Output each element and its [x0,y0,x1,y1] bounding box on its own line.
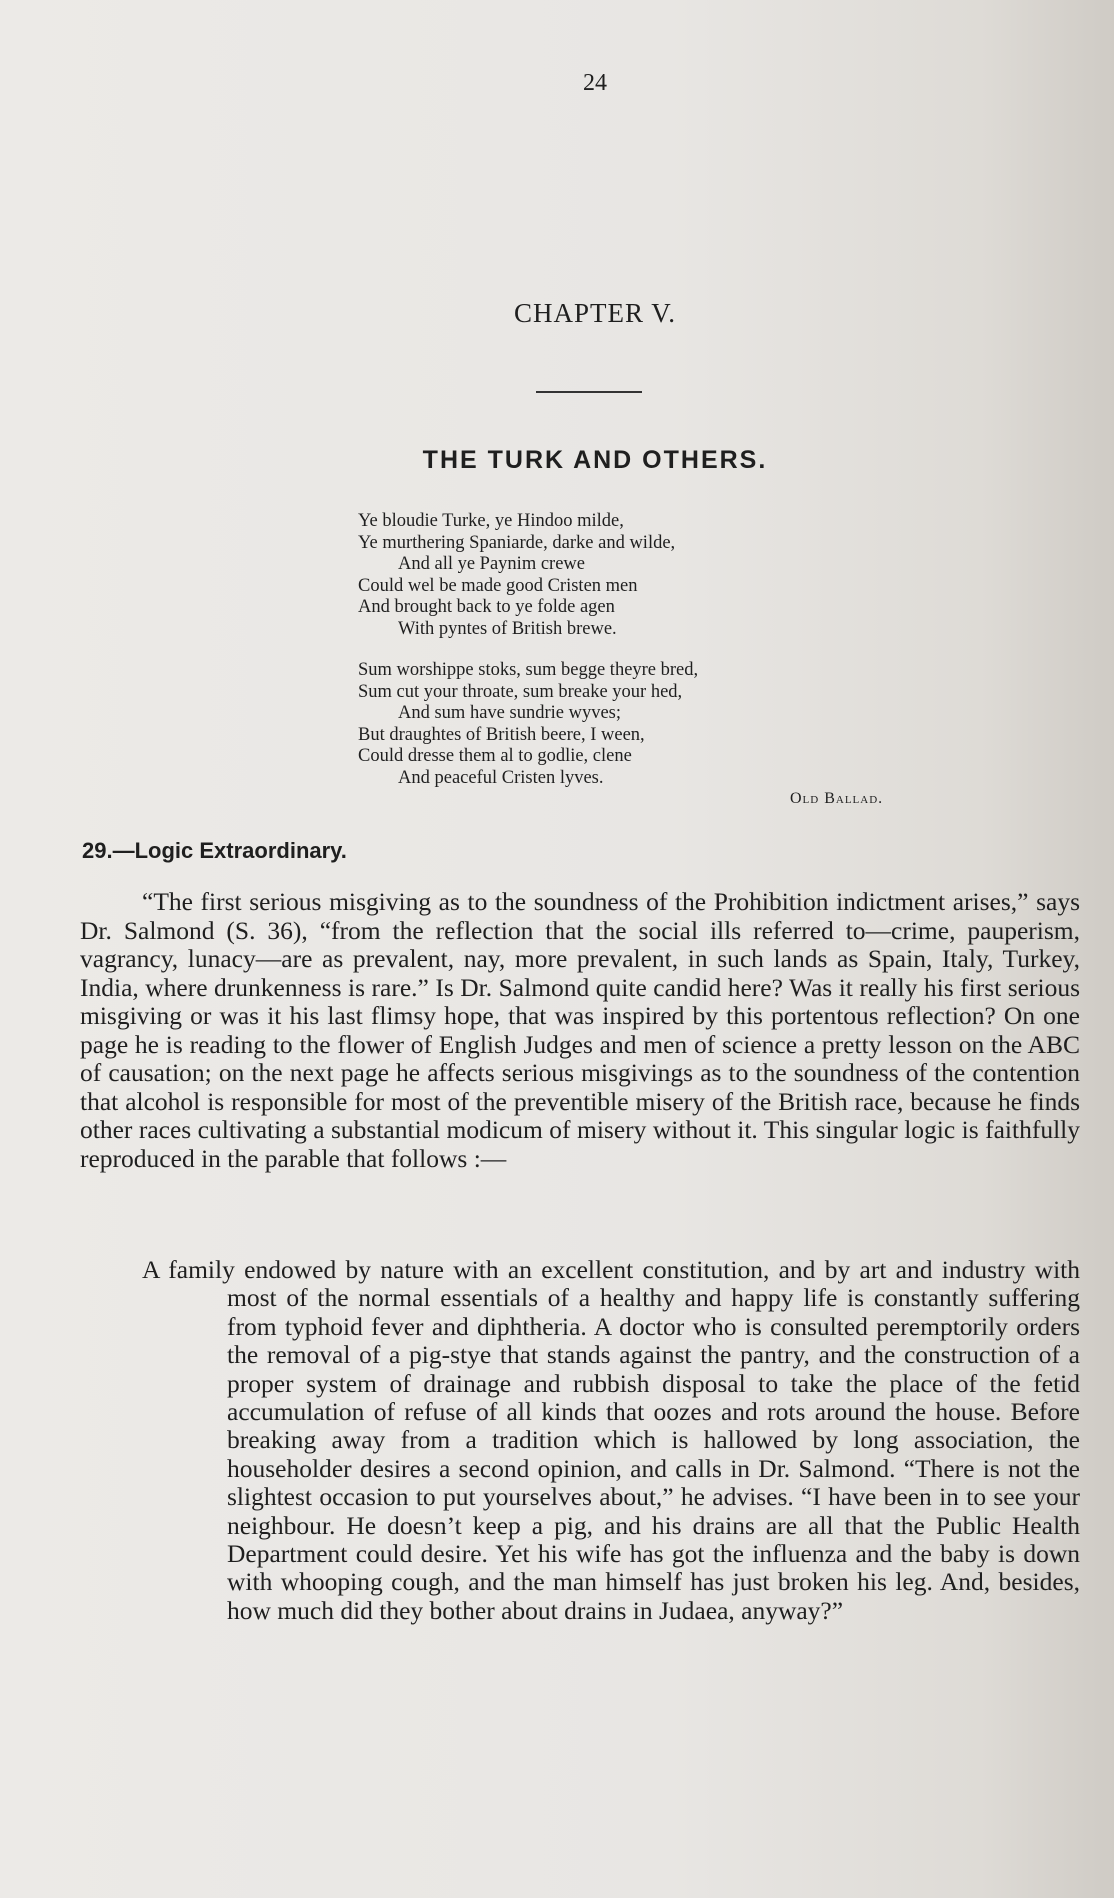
stanza-gap [358,640,918,660]
poem-attribution: Old Ballad. [790,790,884,807]
poem-line: Could dresse them al to godlie, clene [358,746,632,766]
poem-line: Sum worshippe stoks, sum begge theyre bred, [358,660,699,680]
poem-line: Sum cut your throate, sum breake your hed, [358,681,683,702]
divider [536,391,642,393]
body-text [80,888,1080,1173]
paragraph: “The first serious misgiving as to the soundness of the Prohibition indictment arises,” says Dr. Salmond (S. 36), “from the reflection that the social ills referred to—crime, pauperism, vagrancy, lunacy—are as prevalent, nay, more prevalent, in such lands as Spain, Italy, Turkey, India, where drunkenness is rare.” Is Dr. Salmond quite candid here? Was it really his first serious misgiving or was it his last flimsy hope, that was inspired by this portentous reflection? On one page he is reading to the flower of English Judges and men of science a pretty lesson on the ABC of causation; on the next page he affects serious misgivings as to the soundness of the contention that alcohol is responsible for most of the preventible misery of the British race, because he finds other races cultivating a substantial modicum of misery without it. This singular logic is faithfully reproduced in the parable that follows :— [80,887,1080,1173]
poem-line: Could wel be made good Cristen men [358,575,638,596]
poem-line: And sum have sundrie wyves; [398,703,621,723]
poem-line: And brought back to ye folde agen [358,597,615,617]
poem-line: With pyntes of British brewe. [398,618,617,639]
section-heading: 29.—Logic Extraordinary. [82,838,347,863]
poem-line: But draughtes of British beere, I ween, [358,724,645,745]
chapter-heading: CHAPTER V. [513,298,677,328]
poem-line: Ye bloudie Turke, ye Hindoo milde, [358,511,624,531]
poem-line: And all ye Paynim crewe [398,554,585,574]
poem-line: And peaceful Cristen lyves. [398,767,604,788]
chapter-title: THE TURK AND OTHERS. [422,446,768,474]
paragraph: A family endowed by nature with an excellent constitution, and by art and industry with most of the normal essentials of a healthy and happy life is constantly suffering from typhoid fever and diphtheria. A doctor who is consulted peremptorily orders the removal of a pig-stye that stands against the pantry, and the construction of a proper system of drainage and rubbish disposal to take the place of the fetid accumulation of refuse of all kinds that oozes and rots around the house. Before breaking away from a tradition which is hallowed by long association, the householder desires a second opinion, and calls in Dr. Salmond. “There is not the slightest occasion to put yourselves about,” he advises. “I have been in to see your neighbour. He doesn’t keep a pig, and his drains are all that the Public Health Department could desire. Yet his wife has got the influenza and the baby is down with whooping cough, and the man himself has just broken his leg. And, besides, how much did they bother about drains in Judaea, anyway?” [142,1255,1080,1625]
poem-line: Ye murthering Spaniarde, darke and wilde, [358,532,676,553]
epigraph-poem [358,511,918,789]
page-number: 24 [583,70,607,96]
parable-text [142,1256,1080,1625]
